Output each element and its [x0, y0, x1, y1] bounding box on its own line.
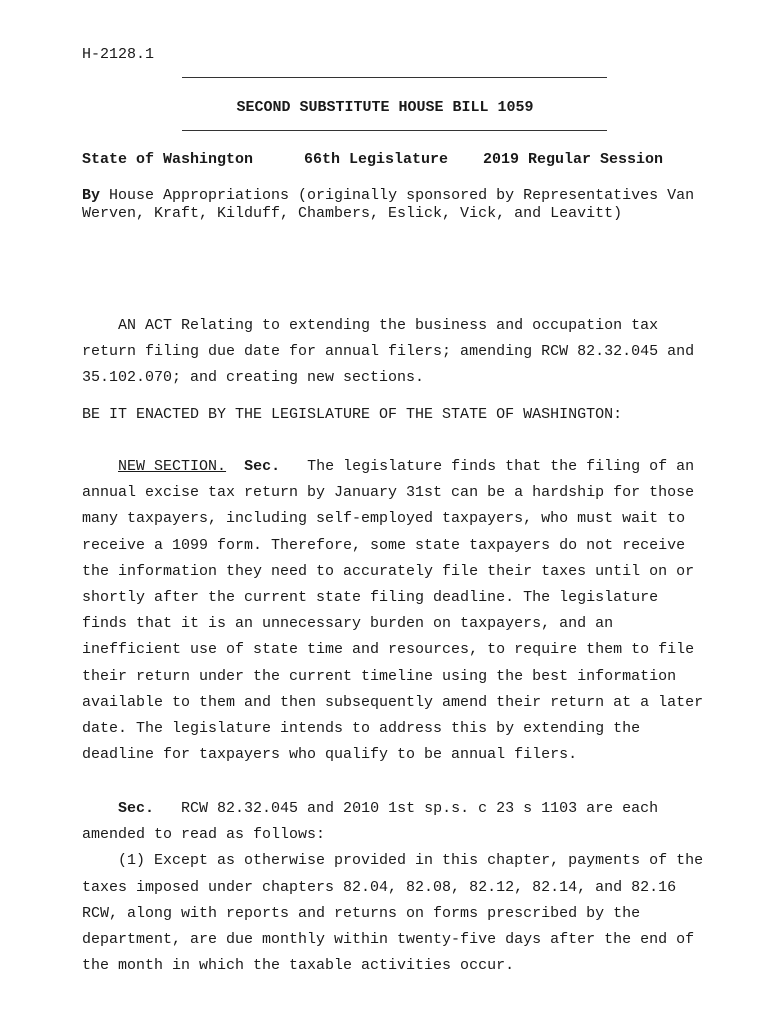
section-1-line: their return under the current timeline using the best information [82, 667, 677, 685]
section-1-line: date. The legislature intends to address this by extending the [82, 719, 641, 737]
act-line: return filing due date for annual filers; amending RCW 82.32.045 and [82, 343, 695, 361]
section-2-text: RCW 82.32.045 and 2010 1st sp.s. c 23 s 1103 are each [154, 800, 659, 817]
section-1-line: receive a 1099 form. Therefore, some state taxpayers do not receive [82, 536, 686, 554]
sponsor-line: Werven, Kraft, Kilduff, Chambers, Eslick, Vick, and Leavitt) [82, 205, 623, 222]
enacting-clause: BE IT ENACTED BY THE LEGISLATURE OF THE STATE OF WASHINGTON: [82, 406, 623, 423]
act-line: AN ACT Relating to extending the business and occupation tax [82, 317, 659, 334]
act-line: 35.102.070; and creating new sections. [82, 369, 425, 387]
section-1-line: available to them and then subsequently amend their return at a later [82, 693, 704, 711]
section-1-line: the information they need to accurately file their taxes until on or [82, 562, 695, 580]
act-title-block [82, 313, 722, 392]
section-2 [82, 796, 722, 979]
section-2-line: taxes imposed under chapters 82.04, 82.08, 82.12, 82.14, and 82.16 [82, 878, 677, 896]
sponsor-line [82, 187, 722, 205]
bill-code: H-2128.1 [82, 46, 155, 63]
session-name: 2019 Regular Session [483, 151, 664, 168]
section-1-line: deadline for taxpayers who qualify to be annual filers. [82, 746, 578, 764]
section-2-first-line [82, 796, 722, 822]
section-2-line: department, are due monthly within twenty-five days after the end of [82, 930, 695, 948]
by-label: By [82, 187, 101, 204]
section-1-line: many taxpayers, including self-employed taxpayers, who must wait to [82, 510, 686, 528]
title-rule-top [182, 77, 607, 78]
state-name: State of Washington [82, 151, 254, 168]
legislature-name: 66th Legislature [304, 151, 449, 168]
section-1-text: The legislature finds that the filing of an [280, 458, 695, 475]
title-rule-bottom [182, 130, 607, 131]
section-1-line: annual excise tax return by January 31st can be a hardship for those [82, 484, 695, 502]
section-1-line: inefficient use of state time and resources, to require them to file [82, 641, 695, 659]
section-1-first-line [82, 454, 722, 480]
sponsor-block [82, 187, 722, 223]
section-2-line: the month in which the taxable activities occur. [82, 957, 515, 975]
section-2-line: amended to read as follows: [82, 826, 326, 844]
new-section-label: NEW SECTION. [118, 458, 227, 475]
section-2-line: RCW, along with reports and returns on forms prescribed by the [82, 904, 641, 922]
sec-label: Sec. [244, 458, 281, 475]
section-1 [82, 454, 722, 768]
section-1-line: shortly after the current state filing deadline. The legislature [82, 588, 659, 606]
section-2-line: (1) Except as otherwise provided in this chapter, payments of the [82, 852, 704, 870]
section-1-line: finds that it is an unnecessary burden on taxpayers, and an [82, 615, 614, 633]
sponsor-text: House Appropriations (originally sponsored by Representatives Van [100, 187, 695, 204]
sec-label: Sec. [118, 800, 155, 817]
bill-title: SECOND SUBSTITUTE HOUSE BILL 1059 [236, 99, 534, 116]
